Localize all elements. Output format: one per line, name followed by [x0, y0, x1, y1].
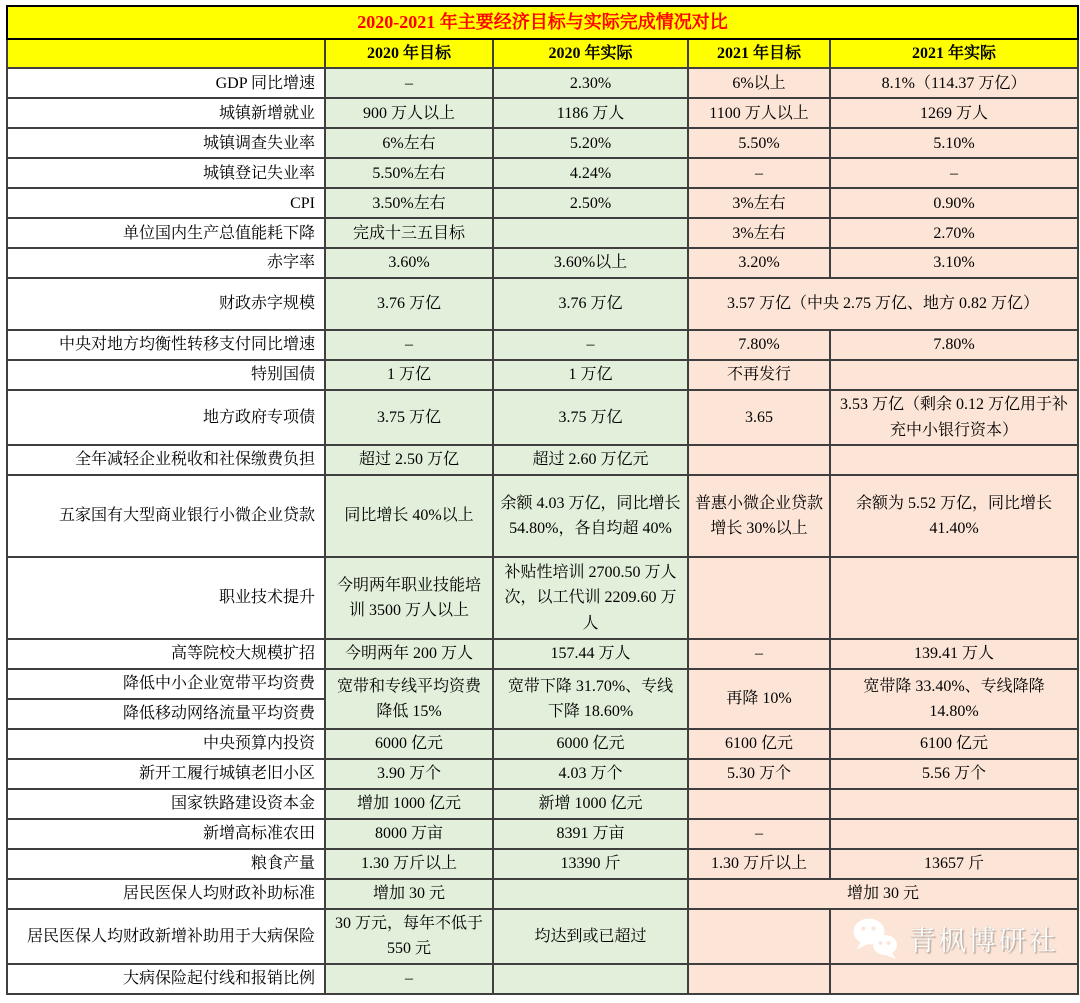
- cell-2021-actual: 1269 万人: [830, 98, 1078, 128]
- cell-2021-goal: 5.30 万个: [688, 759, 830, 789]
- cell-2020-actual: 4.03 万个: [493, 759, 688, 789]
- cell-2021-goal: 7.80%: [688, 330, 830, 360]
- cell-2021-actual: 0.90%: [830, 188, 1078, 218]
- cell-2021-goal: 5.50%: [688, 128, 830, 158]
- cell-2021-goal: –: [688, 158, 830, 188]
- cell-2021-goal: [688, 557, 830, 639]
- row-label: 大病保险起付线和报销比例: [7, 964, 325, 994]
- cell-2021-goal: 再降 10%: [688, 669, 830, 729]
- cell-2021-merged: 增加 30 元: [688, 879, 1078, 909]
- cell-2020-goal: 3.76 万亿: [325, 278, 493, 330]
- cell-2020-goal: 1 万亿: [325, 360, 493, 390]
- row-label: 财政赤字规模: [7, 278, 325, 330]
- row-label: 单位国内生产总值能耗下降: [7, 218, 325, 248]
- row-label: 中央预算内投资: [7, 729, 325, 759]
- cell-2020-goal: 6000 亿元: [325, 729, 493, 759]
- cell-2020-actual: 2.30%: [493, 68, 688, 98]
- row-label: 粮食产量: [7, 849, 325, 879]
- row-label: 新增高标准农田: [7, 819, 325, 849]
- cell-2020-actual: 1 万亿: [493, 360, 688, 390]
- cell-2021-goal: 3.20%: [688, 248, 830, 278]
- row-label: 高等院校大规模扩招: [7, 639, 325, 669]
- cell-2021-actual: [830, 964, 1078, 994]
- cell-2020-goal: 3.75 万亿: [325, 390, 493, 445]
- cell-2021-actual: 2.70%: [830, 218, 1078, 248]
- header-2020-goal: 2020 年目标: [325, 39, 493, 69]
- cell-2020-actual: 1186 万人: [493, 98, 688, 128]
- cell-2021-actual: –: [830, 158, 1078, 188]
- cell-2021-goal: –: [688, 639, 830, 669]
- watermark-text: 青枫博研社: [907, 925, 1058, 956]
- cell-2021-actual: [830, 557, 1078, 639]
- table-title: 2020-2021 年主要经济目标与实际完成情况对比: [7, 6, 1078, 39]
- cell-2021-actual: [830, 909, 1078, 964]
- cell-2021-actual: [830, 445, 1078, 475]
- cell-2021-goal: [688, 964, 830, 994]
- cell-2021-goal: 普惠小微企业贷款增长 30%以上: [688, 475, 830, 557]
- cell-2020-goal: –: [325, 68, 493, 98]
- cell-2021-goal: 3%左右: [688, 218, 830, 248]
- cell-2021-actual: 13657 斤: [830, 849, 1078, 879]
- row-label: 降低移动网络流量平均资费: [7, 699, 325, 729]
- row-label: 特别国债: [7, 360, 325, 390]
- cell-2020-goal: 超过 2.50 万亿: [325, 445, 493, 475]
- cell-2020-goal: 30 万元，每年不低于 550 元: [325, 909, 493, 964]
- cell-2021-goal: [688, 445, 830, 475]
- header-2021-actual: 2021 年实际: [830, 39, 1078, 69]
- cell-2020-actual: 157.44 万人: [493, 639, 688, 669]
- row-label: 居民医保人均财政补助标准: [7, 879, 325, 909]
- cell-2021-actual: 5.56 万个: [830, 759, 1078, 789]
- row-label: 全年减轻企业税收和社保缴费负担: [7, 445, 325, 475]
- row-label: 五家国有大型商业银行小微企业贷款: [7, 475, 325, 557]
- cell-2020-actual: 补贴性培训 2700.50 万人次，以工代训 2209.60 万人: [493, 557, 688, 639]
- cell-2021-goal: 6%以上: [688, 68, 830, 98]
- cell-2021-goal: [688, 789, 830, 819]
- cell-2021-actual: 7.80%: [830, 330, 1078, 360]
- row-label: 中央对地方均衡性转移支付同比增速: [7, 330, 325, 360]
- cell-2020-goal: 8000 万亩: [325, 819, 493, 849]
- cell-2020-goal: 今明两年职业技能培训 3500 万人以上: [325, 557, 493, 639]
- cell-2021-goal: [688, 909, 830, 964]
- cell-2020-actual: 余额 4.03 万亿，同比增长 54.80%，各自均超 40%: [493, 475, 688, 557]
- cell-2020-goal: 3.90 万个: [325, 759, 493, 789]
- row-label: 国家铁路建设资本金: [7, 789, 325, 819]
- cell-2021-actual: 8.1%（114.37 万亿）: [830, 68, 1078, 98]
- header-2020-actual: 2020 年实际: [493, 39, 688, 69]
- row-label: 城镇调查失业率: [7, 128, 325, 158]
- cell-2021-goal: 1.30 万斤以上: [688, 849, 830, 879]
- cell-2020-goal: 900 万人以上: [325, 98, 493, 128]
- cell-2020-goal: 增加 1000 亿元: [325, 789, 493, 819]
- cell-2020-actual: 3.60%以上: [493, 248, 688, 278]
- cell-2020-goal: 完成十三五目标: [325, 218, 493, 248]
- header-2021-goal: 2021 年目标: [688, 39, 830, 69]
- cell-2020-goal: 宽带和专线平均资费降低 15%: [325, 669, 493, 729]
- cell-2020-goal: 3.50%左右: [325, 188, 493, 218]
- row-label: 居民医保人均财政新增补助用于大病保险: [7, 909, 325, 964]
- row-label: 地方政府专项债: [7, 390, 325, 445]
- cell-2021-actual: 余额为 5.52 万亿，同比增长 41.40%: [830, 475, 1078, 557]
- cell-2020-goal: 今明两年 200 万人: [325, 639, 493, 669]
- comparison-table: [6, 5, 1079, 995]
- cell-2021-goal: 3.65: [688, 390, 830, 445]
- cell-2021-actual: [830, 789, 1078, 819]
- row-label: 城镇登记失业率: [7, 158, 325, 188]
- cell-2020-actual: 4.24%: [493, 158, 688, 188]
- cell-2020-actual: 2.50%: [493, 188, 688, 218]
- header-label-col: [7, 39, 325, 69]
- cell-2021-actual: 3.10%: [830, 248, 1078, 278]
- cell-2020-goal: 增加 30 元: [325, 879, 493, 909]
- row-label: 新开工履行城镇老旧小区: [7, 759, 325, 789]
- cell-2020-actual: [493, 218, 688, 248]
- cell-2020-actual: 13390 斤: [493, 849, 688, 879]
- cell-2020-goal: 同比增长 40%以上: [325, 475, 493, 557]
- cell-2020-actual: 5.20%: [493, 128, 688, 158]
- cell-2020-goal: 1.30 万斤以上: [325, 849, 493, 879]
- cell-2021-goal: 6100 亿元: [688, 729, 830, 759]
- cell-2021-goal: 3%左右: [688, 188, 830, 218]
- cell-2021-goal: 不再发行: [688, 360, 830, 390]
- cell-2021-actual: 5.10%: [830, 128, 1078, 158]
- cell-2020-actual: 宽带下降 31.70%、专线下降 18.60%: [493, 669, 688, 729]
- cell-2021-actual: 6100 亿元: [830, 729, 1078, 759]
- row-label: 赤字率: [7, 248, 325, 278]
- cell-2020-goal: 6%左右: [325, 128, 493, 158]
- cell-2020-actual: 新增 1000 亿元: [493, 789, 688, 819]
- cell-2020-actual: [493, 964, 688, 994]
- cell-2020-actual: –: [493, 330, 688, 360]
- row-label: 城镇新增就业: [7, 98, 325, 128]
- row-label: GDP 同比增速: [7, 68, 325, 98]
- cell-2020-actual: [493, 879, 688, 909]
- cell-2021-goal: 1100 万人以上: [688, 98, 830, 128]
- cell-2020-actual: 6000 亿元: [493, 729, 688, 759]
- cell-2021-actual: 3.53 万亿（剩余 0.12 万亿用于补充中小银行资本）: [830, 390, 1078, 445]
- cell-2021-actual: 139.41 万人: [830, 639, 1078, 669]
- cell-2021-actual: 宽带降 33.40%、专线降降 14.80%: [830, 669, 1078, 729]
- row-label: CPI: [7, 188, 325, 218]
- cell-2021-actual: [830, 360, 1078, 390]
- cell-2021-merged: 3.57 万亿（中央 2.75 万亿、地方 0.82 万亿）: [688, 278, 1078, 330]
- cell-2021-actual: [830, 819, 1078, 849]
- row-label: 降低中小企业宽带平均资费: [7, 669, 325, 699]
- cell-2020-actual: 8391 万亩: [493, 819, 688, 849]
- cell-2020-actual: 均达到或已超过: [493, 909, 688, 964]
- cell-2021-goal: –: [688, 819, 830, 849]
- cell-2020-goal: –: [325, 330, 493, 360]
- cell-2020-actual: 3.76 万亿: [493, 278, 688, 330]
- cell-2020-goal: 5.50%左右: [325, 158, 493, 188]
- cell-2020-goal: 3.60%: [325, 248, 493, 278]
- cell-2020-actual: 超过 2.60 万亿元: [493, 445, 688, 475]
- row-label: 职业技术提升: [7, 557, 325, 639]
- cell-2020-actual: 3.75 万亿: [493, 390, 688, 445]
- cell-2020-goal: –: [325, 964, 493, 994]
